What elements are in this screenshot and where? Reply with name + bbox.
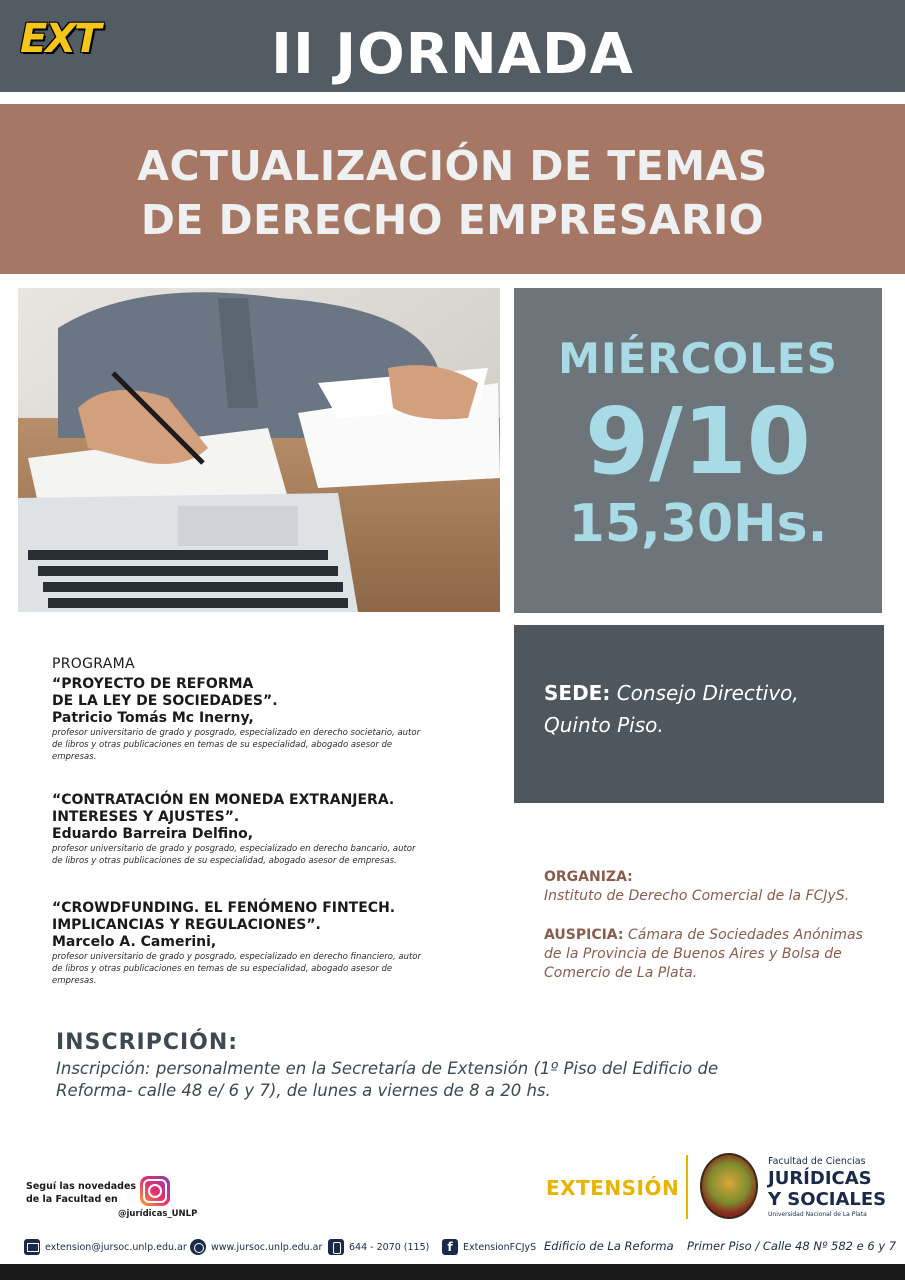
contact-building: Edificio de La Reforma [544,1239,674,1253]
contact-web-text[interactable]: www.jursoc.unlp.edu.ar [211,1241,323,1253]
organizer-value: Instituto de Derecho Comercial de la FCJyS. [544,888,850,904]
sponsor-label: AUSPICIA: [544,927,624,943]
event-time: 15,30Hs. [568,494,828,554]
facebook-icon: f [442,1239,458,1255]
venue-label: SEDE: [544,681,611,705]
bottom-strip [0,1264,905,1280]
venue-text [544,677,864,741]
program-talk [52,900,422,987]
talk-title: “CONTRATACIÓN EN MONEDA EXTRANJERA. [52,792,395,808]
program-talk [52,676,422,763]
talk-bio: profesor universitario de grado y posgrado, especializado en derecho societario, autor de libros y otras publicaciones en temas de su especialidad, abogado asesor de empresas. [52,728,421,762]
venue-box [514,625,884,803]
contact-phone[interactable] [328,1238,429,1256]
subtitle-line-1: ACTUALIZACIÓN DE TEMAS [137,142,768,190]
faculty-label: Facultad de Ciencias [768,1156,866,1167]
divider [0,92,905,104]
registration-title: INSCRIPCIÓN: [56,1030,239,1055]
university-seal-icon [700,1153,758,1219]
phone-icon [328,1239,344,1255]
talk-speaker: Patricio Tomás Mc Inerny, [52,710,254,726]
talk-speaker: Eduardo Barreira Delfino, [52,826,254,842]
contact-address: Primer Piso / Calle 48 Nº 582 e 6 y 7 [687,1239,897,1253]
faculty-name-line-1: JURÍDICAS [768,1168,872,1189]
talk-bio: profesor universitario de grado y posgrado, especializado en derecho financiero, autor de libros y otras publicaciones en temas de su especialidad, abogado asesor de empresas. [52,952,422,986]
sponsor-block [544,926,884,983]
instagram-icon[interactable] [140,1176,170,1206]
subtitle-banner [0,104,905,274]
office-photo-illustration [18,288,500,612]
talk-title: DE LA LEY DE SOCIEDADES”. [52,693,278,709]
talk-speaker: Marcelo A. Camerini, [52,934,217,950]
mail-icon [24,1239,40,1255]
venue-value-1: Consejo Directivo, [616,681,799,705]
contact-facebook-text[interactable]: ExtensionFCJyS [463,1241,537,1253]
program-heading: PROGRAMA [52,656,135,672]
talk-title: “CROWDFUNDING. EL FENÓMENO FINTECH. [52,900,396,916]
instagram-handle[interactable]: @jurídicas_UNLP [118,1209,198,1219]
header-bar [0,0,905,92]
globe-icon [190,1239,206,1255]
contact-email-text[interactable]: extension@jursoc.unlp.edu.ar [45,1241,187,1253]
faculty-name [768,1168,886,1210]
contact-email[interactable] [24,1238,187,1256]
faculty-name-line-2: Y SOCIALES [768,1189,887,1210]
venue-value-2: Quinto Piso. [544,713,664,737]
organizer-label: ORGANIZA: [544,869,633,885]
event-date: 9/10 [585,388,811,495]
subtitle-line-2: DE DERECHO EMPRESARIO [140,196,765,244]
talk-bio: profesor universitario de grado y posgrado, especializado en derecho bancario, autor de libros y otras publicaciones de su especialidad, abogado asesor de empresas. [52,844,416,866]
contact-facebook[interactable] [442,1238,536,1256]
registration-text: Inscripción: personalmente en la Secretaría de Extensión (1º Piso del Edificio de Reforma- calle 48 e/ 6 y 7), de lunes a viernes de 8 a 20 hs. [56,1059,719,1100]
organizer-block [544,868,884,906]
logo-divider [686,1155,688,1219]
talk-title: IMPLICANCIAS Y REGULACIONES”. [52,917,321,933]
event-title: II JORNADA [271,22,634,87]
social-label: Seguí las novedades de la Facultad en [26,1181,137,1205]
program-section [52,656,432,986]
university-name: Universidad Nacional de La Plata [768,1211,867,1218]
office-photo [18,288,500,612]
ext-logo: EXT [20,16,100,62]
talk-title: INTERESES Y AJUSTES”. [52,809,240,825]
sponsor-value: Cámara de Sociedades Anónimas de la Provincia de Buenos Aires y Bolsa de Comercio de La Plata. [544,927,863,981]
contact-web[interactable] [190,1238,322,1256]
extension-wordmark: EXTENSIÓN [546,1176,680,1200]
event-day: MIÉRCOLES [558,334,838,383]
talk-title: “PROYECTO DE REFORMA [52,676,254,692]
date-box [514,288,882,613]
contact-phone-text[interactable]: 644 - 2070 (115) [349,1241,430,1253]
program-talk [52,792,422,867]
